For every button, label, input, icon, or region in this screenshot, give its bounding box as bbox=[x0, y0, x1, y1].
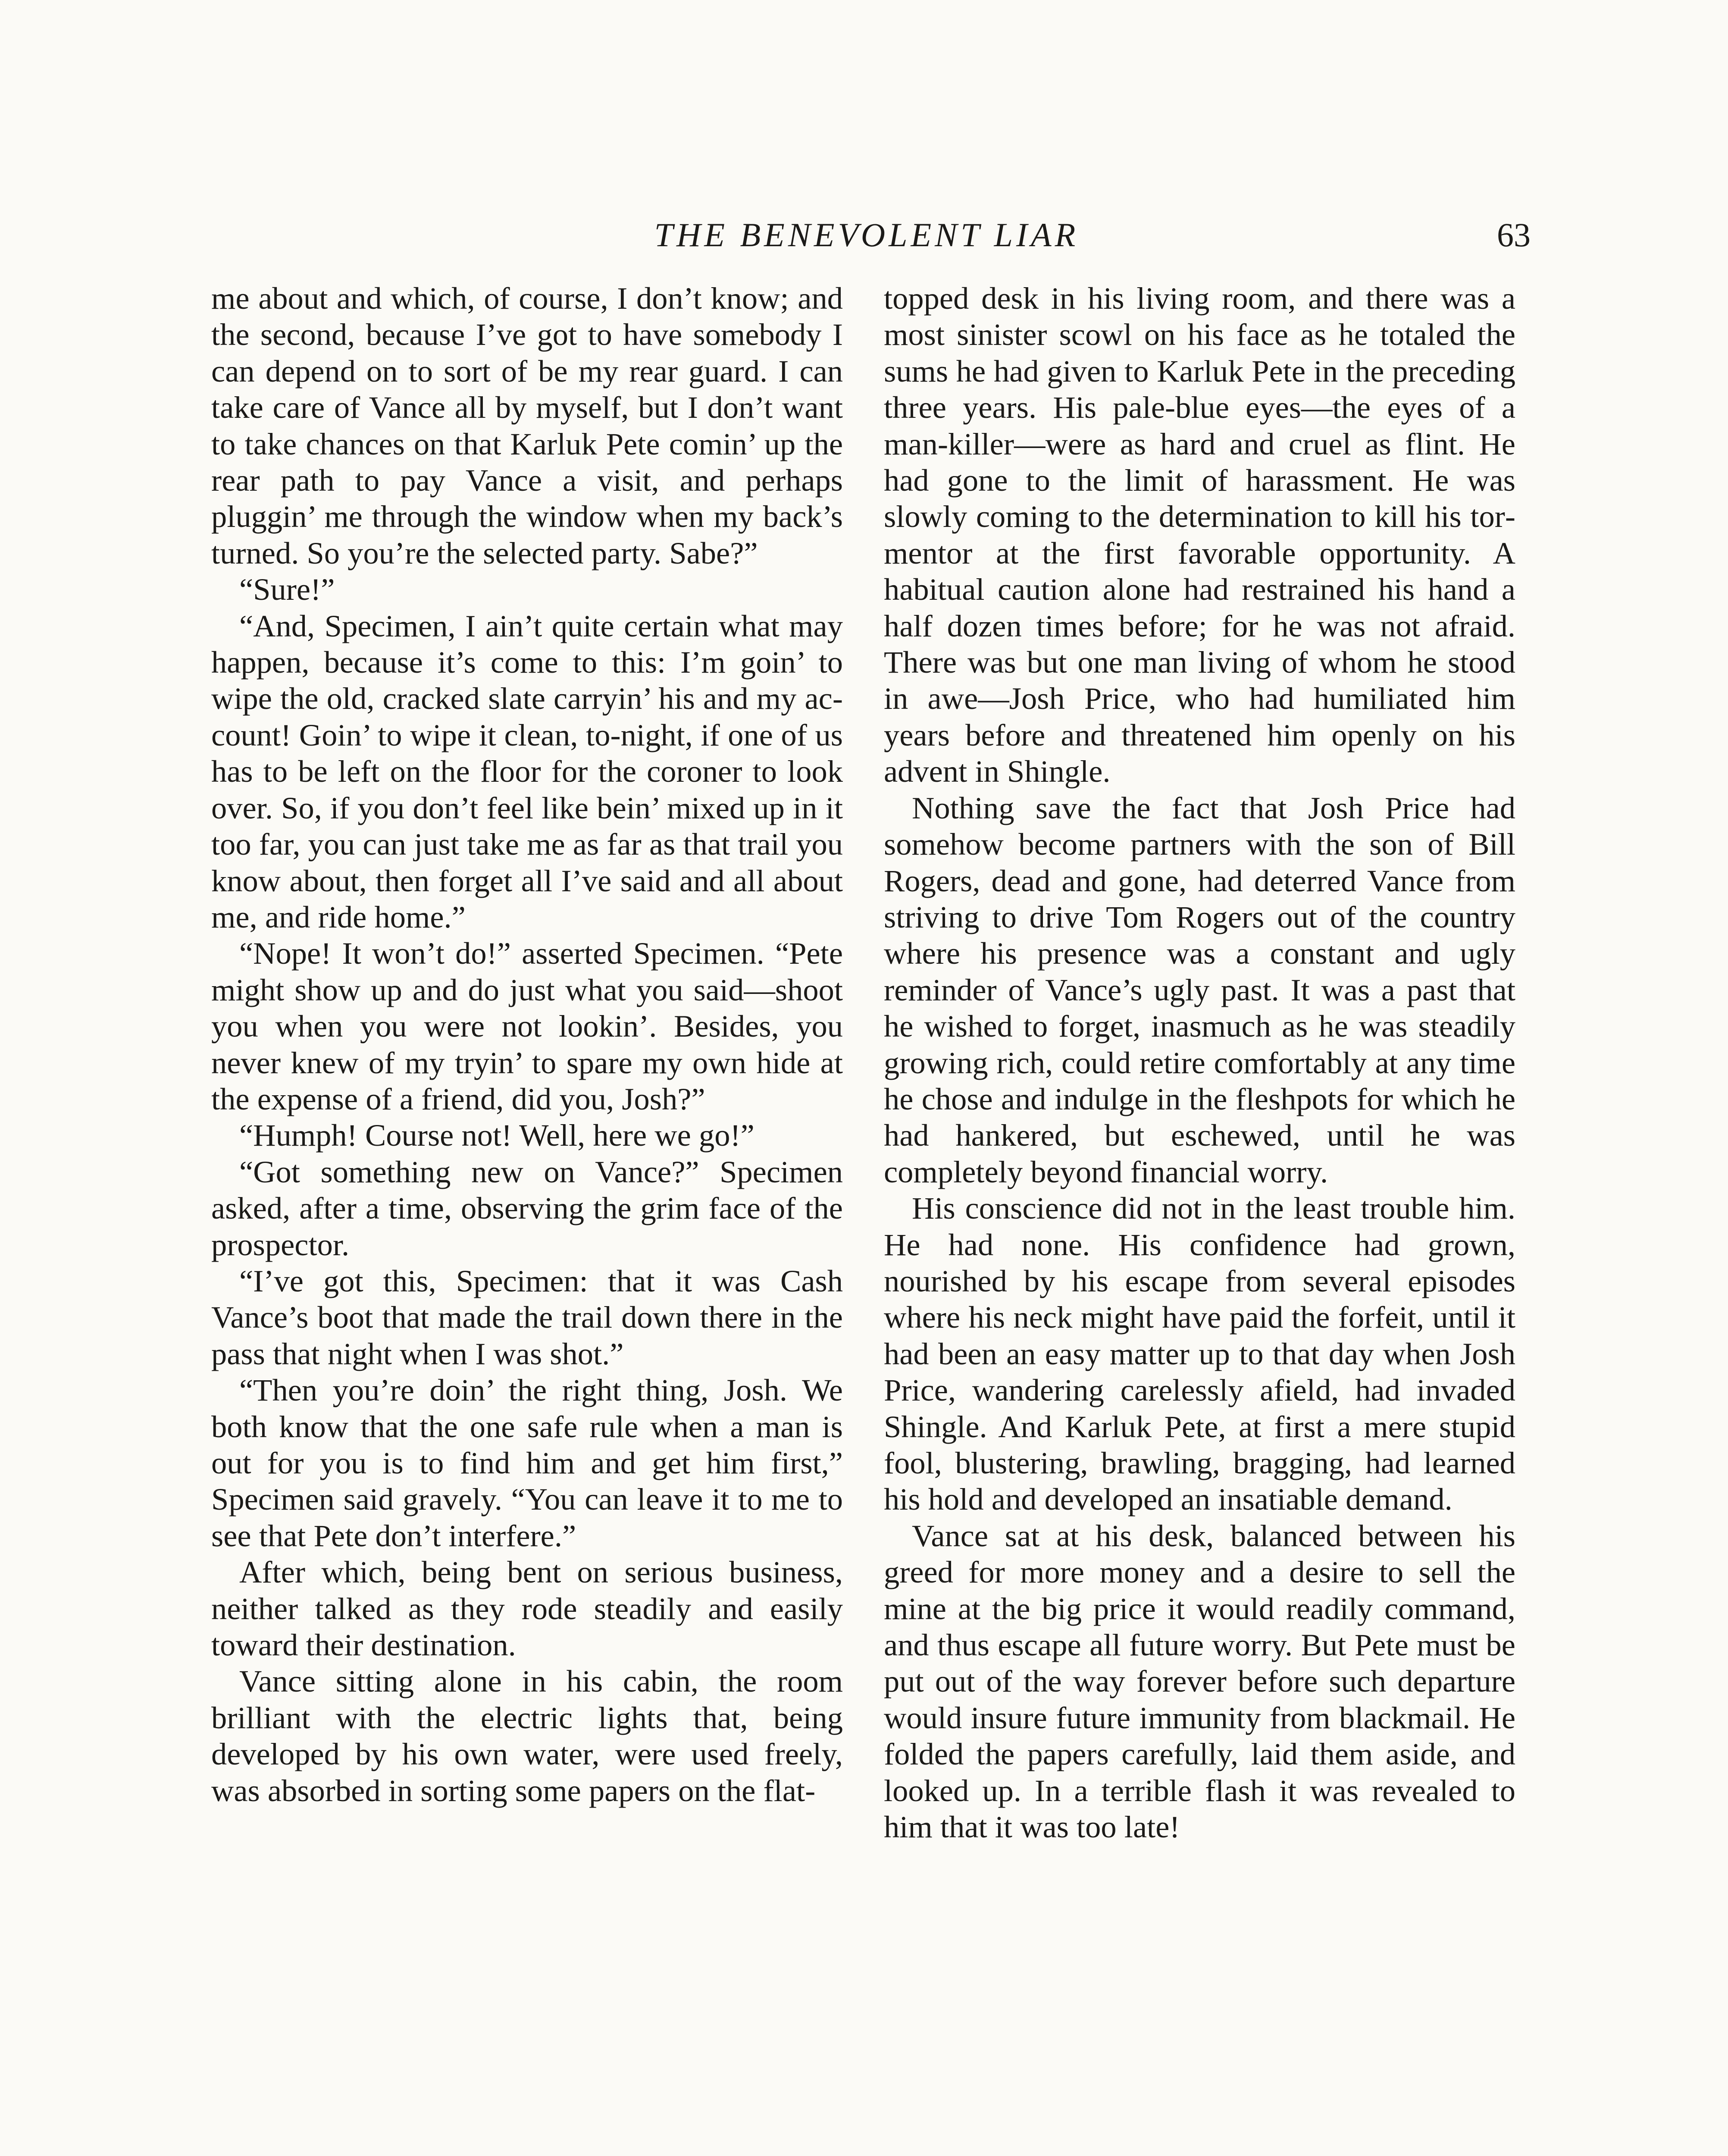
paragraph: “Nope! It won’t do!” asserted Specimen. “Pete might show up and do just what you said—shoot you when you were not lookin’. Besides, you never knew of my tryin’ to spare my own hide at the expense of a friend, did you, Josh?” bbox=[211, 936, 843, 1116]
paragraph: “And, Specimen, I ain’t quite certain what may happen, because it’s come to this: I’m goin’ to wipe the old, cracked slate carryin’ his and my account! Goin’ to wipe it clean, to-night, if one of us has to be left on the floor for the coroner to look over. So, if you don’t feel like bein’ mixed up in it too far, you can just take me as far as that trail you know about, then forget all I’ve said and all about me, and ride home.” bbox=[211, 608, 843, 934]
paragraph: topped desk in his living room, and there was a most sinister scowl on his face as he totaled the sums he had given to Karluk Pete in the preceding three years. His pale-blue eyes—the eyes of a man-killer—were as hard and cruel as flint. He had gone to the limit of harassment. He was slowly coming to the determination to kill his tormentor at the first favorable opportunity. A habitual caution alone had restrained his hand a half dozen times before; for he was not afraid. There was but one man living of whom he stood in awe—Josh Price, who had humiliated him years before and threatened him openly on his advent in Shingle. bbox=[884, 281, 1515, 789]
paragraph: “Humph! Course not! Well, here we go!” bbox=[239, 1118, 754, 1153]
paragraph: Vance sitting alone in his cabin, the room brilliant with the electric lights that, being developed by his own water, were used freely, was absorbed in sorting some papers on the flat- bbox=[211, 1664, 843, 1808]
paragraph: “Got something new on Vance?” Specimen asked, after a time, observing the grim face of the prospector. bbox=[211, 1154, 843, 1262]
paragraph: Vance sat at his desk, balanced between his greed for more money and a desire to sell the mine at the big price it would readily command, and thus escape all future worry. But Pete must be put out of the way forever before such departure would insure future immunity from blackmail. He folded the papers carefully, laid them aside, and looked up. In a terrible flash it was revealed to him that it was too late! bbox=[884, 1518, 1515, 1845]
page-number: 63 bbox=[1497, 216, 1531, 254]
paragraph: “Then you’re doin’ the right thing, Josh. We both know that the one safe rule when a man is out for you is to find him and get him first,” Specimen said gravely. “You can leave it to me to see that Pete don’t interfere.” bbox=[211, 1373, 843, 1553]
running-title: THE BENEVOLENT LIAR bbox=[654, 216, 1079, 254]
paragraph: Nothing save the fact that Josh Price had somehow become partners with the son of Bill Rogers, dead and gone, had deterred Vance from striving to drive Tom Rogers out of the country where his presence was a constant and ugly reminder of Vance’s ugly past. It was a past that he wished to forget, inasmuch as he was steadily growing rich, could retire comfortably at any time he chose and indulge in the fleshpots for which he had hankered, but eschewed, until he was completely beyond financial worry. bbox=[884, 790, 1515, 1189]
paragraph: “I’ve got this, Specimen: that it was Cash Vance’s boot that made the trail down there in the pass that night when I was shot.” bbox=[211, 1263, 843, 1371]
paragraph: me about and which, of course, I don’t know; and the second, because I’ve got to have somebody I can depend on to sort of be my rear guard. I can take care of Vance all by myself, but I don’t want to take chances on that Karluk Pete comin’ up the rear path to pay Vance a visit, and perhaps pluggin’ me through the window when my back’s turned. So you’re the selected party. Sabe?” bbox=[211, 281, 843, 570]
paragraph: “Sure!” bbox=[239, 572, 335, 607]
paragraph: His conscience did not in the least trouble him. He had none. His confidence had grown, nourished by his escape from several episodes where his neck might have paid the forfeit, until it had been an easy matter up to that day when Josh Price, wandering carelessly afield, had invaded Shingle. And Karluk Pete, at first a mere stupid fool, blustering, brawling, bragging, had learned his hold and developed an insatiable demand. bbox=[884, 1191, 1515, 1517]
right-column bbox=[884, 280, 1515, 1845]
left-column bbox=[211, 280, 843, 1809]
running-head bbox=[203, 211, 1531, 263]
paragraph: After which, being bent on serious business, neither talked as they rode steadily and easily toward their destination. bbox=[211, 1554, 843, 1663]
